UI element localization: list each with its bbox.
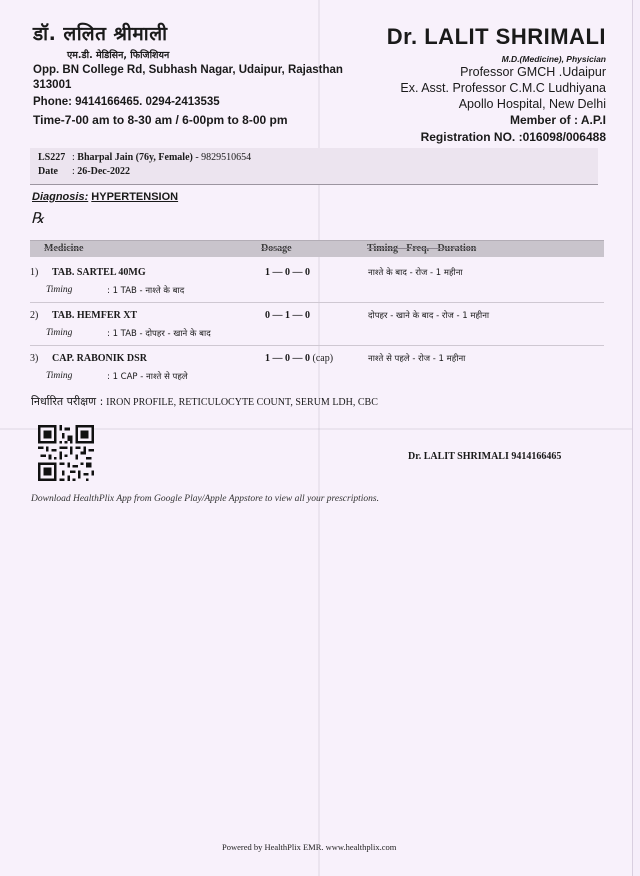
doctor-degree-hindi: एम.डी. मेडिसिन, फिजिशियन [67,50,170,61]
patient-id: LS227 [38,152,66,163]
timing-value: : 1 TAB - दोपहर - खाने के बाद [107,329,211,339]
qr-code-icon [38,425,94,481]
patient-phone: - 9829510654 [195,152,252,163]
header-medicine: Medicine [44,243,84,254]
visit-date: 26-Dec-2022 [77,166,131,177]
clinic-timings: Time-7-00 am to 8-30 am / 6-00pm to 8-00 pm [33,113,288,127]
medicine-table-header [30,240,604,257]
medicine-number: 1) [30,267,39,278]
medicine-row [30,345,604,388]
timing-label: Timing [46,328,73,338]
doctor-name: Dr. LALIT SHRIMALI [386,24,606,49]
medicine-name: TAB. HEMFER XT [52,310,138,321]
paper-fold-line [318,0,320,876]
footer-powered-by: Powered by HealthPlix EMR. www.healthplix.com [222,842,397,852]
dosage-value: 1 — 0 — 0 [265,353,310,364]
medicine-row [30,259,604,303]
doctor-position-1: Professor GMCH .Udaipur [460,65,606,79]
paper-fold-line [0,428,632,430]
doctor-header-right [387,24,606,146]
timing-label: Timing [46,285,73,295]
dosage-value: 1 — 0 — 0 [265,267,310,278]
header-timing: Timing - Freq. - Duration [367,243,477,254]
dosage-value: 0 — 1 — 0 [265,310,310,321]
header-dosage: Dosage [261,243,292,254]
medicine-schedule: नाश्ते से पहले - रोज - 1 महीना [368,354,466,364]
clinic-phone: Phone: 9414166465. 0294-2413535 [33,96,220,108]
medicine-row [30,302,604,346]
doctor-name-hindi: डॉ. ललित श्रीमाली [33,23,168,45]
patient-info-box: LS227 : Bharpal Jain (76y, Female) - 9829510654 Date : 26-Dec-2022 [30,148,598,185]
medicine-number: 2) [30,310,39,321]
tests-values: IRON PROFILE, RETICULOCYTE COUNT, SERUM LDH, CBC [106,397,378,408]
medicine-number: 3) [30,353,39,364]
healthplix-download-note: Download HealthPlix App from Google Play/Apple Appstore to view all your prescriptions. [31,494,379,504]
dosage-unit: (cap) [312,353,334,364]
timing-value: : 1 TAB - नाश्ते के बाद [107,286,185,296]
medicine-name: CAP. RABONIK DSR [52,353,147,364]
medicine-dosage [265,353,333,364]
diagnosis [32,191,178,203]
patient-name: Bharpal Jain (76y, Female) [77,152,193,163]
medicine-dosage [265,267,310,278]
doctor-membership: Member of : A.P.I [509,113,606,127]
clinic-address: Opp. BN College Rd, Subhash Nagar, Udaipur, Rajasthan 313001 [33,64,343,91]
timing-value: : 1 CAP - नाश्ते से पहले [107,372,188,382]
timing-label: Timing [46,371,73,381]
doctor-signature: Dr. LALIT SHRIMALI 9414166465 [408,451,562,462]
diagnosis-label: Diagnosis: [32,191,89,203]
doctor-position-3: Apollo Hospital, New Delhi [458,97,606,111]
medicine-name: TAB. SARTEL 40MG [52,267,146,278]
diagnosis-value: HYPERTENSION [91,191,179,203]
clinic-header-left [33,20,353,127]
doctor-registration: Registration NO. :016098/006488 [420,130,606,144]
medicine-dosage [265,310,310,321]
rx-symbol: ℞ [31,209,45,227]
medicine-schedule: दोपहर - खाने के बाद - रोज - 1 महीना [368,311,490,321]
prescribed-tests [31,394,378,409]
date-label: Date [38,166,58,177]
doctor-position-2: Ex. Asst. Professor C.M.C Ludhiyana [400,81,606,95]
doctor-degree: M.D.(Medicine), Physician [501,54,606,64]
tests-label: निर्धारित परीक्षण : [31,395,104,408]
medicine-schedule: नाश्ते के बाद - रोज - 1 महीना [368,268,463,278]
